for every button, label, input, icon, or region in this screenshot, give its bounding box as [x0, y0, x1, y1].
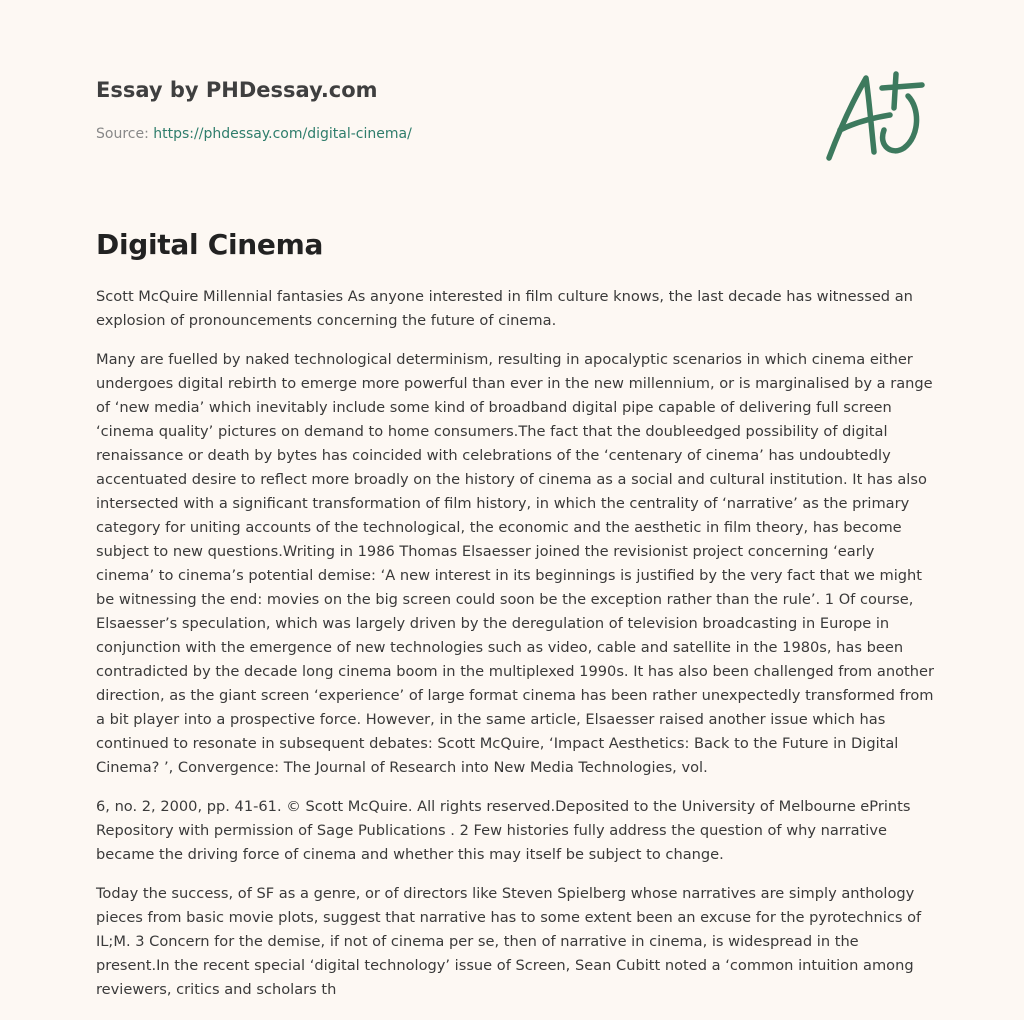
- a-plus-icon: [822, 68, 928, 164]
- site-brand: Essay by PHDessay.com: [96, 78, 378, 102]
- essay-title: Digital Cinema: [96, 228, 324, 261]
- essay-body: [96, 285, 936, 1017]
- source-label: Source:: [96, 126, 154, 142]
- essay-paragraph: Many are fuelled by naked technological determinism, resulting in apocalyptic scenarios in which cinema either undergoes digital rebirth to emerge more powerful than ever in the new millennium, or is marginalised by a range of ‘new media’ which inevitably include some kind of broadband digital pipe capable of delivering full screen ‘cinema quality’ pictures on demand to home consumers.The fact that the doubleedged possibility of digital renaissance or death by bytes has coincided with celebrations of the ‘centenary of cinema’ has undoubtedly accentuated desire to reflect more broadly on the history of cinema as a social and cultural institution. It has also intersected with a significant transformation of film history, in which the centrality of ‘narrative’ as the primary category for uniting accounts of the technological, the economic and the aesthetic in film theory, has become subject to new questions.Writing in 1986 Thomas Elsaesser joined the revisionist project concerning ‘early cinema’ to cinema’s potential demise: ‘A new interest in its beginnings is justified by the very fact that we might be witnessing the end: movies on the big screen could soon be the exception rather than the rule’. 1 Of course, Elsaesser’s speculation, which was largely driven by the deregulation of television broadcasting in Europe in conjunction with the emergence of new technologies such as video, cable and satellite in the 1980s, has been contradicted by the decade long cinema boom in the multiplexed 1990s. It has also been challenged from another direction, as the giant screen ‘experience’ of large format cinema has been rather unexpectedly transformed from a bit player into a prospective force. However, in the same article, Elsaesser raised another issue which has continued to resonate in subsequent debates: Scott McQuire, ‘Impact Aesthetics: Back to the Future in Digital Cinema? ’, Convergence: The Journal of Research into New Media Technologies, vol.: [96, 351, 934, 776]
- source-line: [96, 124, 696, 144]
- essay-paragraph: Scott McQuire Millennial fantasies As anyone interested in film culture knows, the last decade has witnessed an explosion of pronouncements concerning the future of cinema.: [96, 288, 913, 329]
- essay-paragraph: Today the success, of SF as a genre, or of directors like Steven Spielberg whose narratives are simply anthology pieces from basic movie plots, suggest that narrative has to some extent been an excuse for the pyrotechnics of IL;M. 3 Concern for the demise, if not of cinema per se, then of narrative in cinema, is widespread in the present.In the recent special ‘digital technology’ issue of Screen, Sean Cubitt noted a ‘common intuition among reviewers, critics and scholars th: [96, 885, 922, 998]
- page-header: [96, 76, 696, 144]
- source-link[interactable]: https://phdessay.com/digital-cinema/: [153, 126, 412, 142]
- essay-paragraph: 6, no. 2, 2000, pp. 41-61. © Scott McQuire. All rights reserved.Deposited to the University of Melbourne ePrints Repository with permission of Sage Publications . 2 Few histories fully address the question of why narrative became the driving force of cinema and whether this may itself be subject to change.: [96, 798, 911, 863]
